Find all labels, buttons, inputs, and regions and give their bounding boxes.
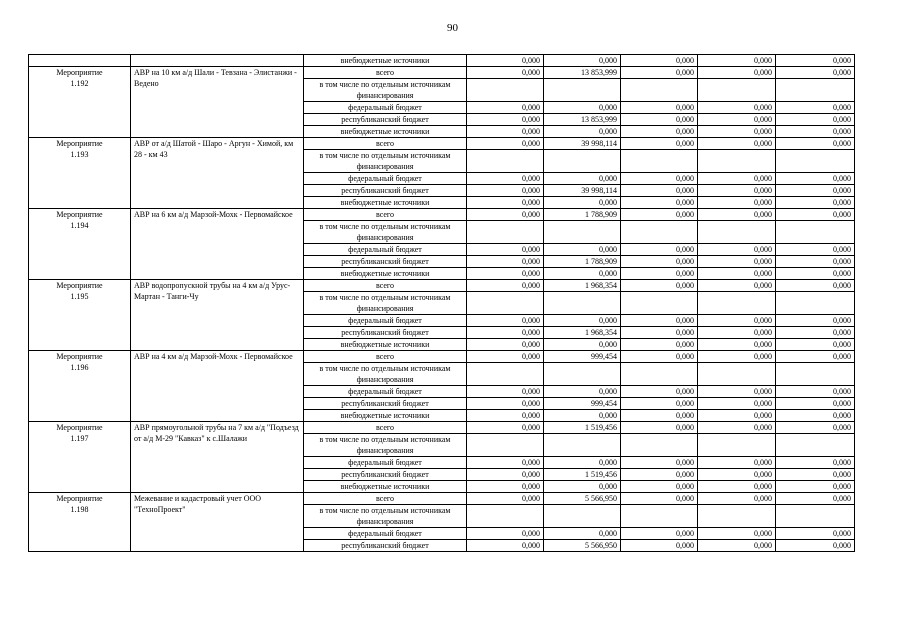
amount-cell: 0,000 bbox=[467, 126, 544, 138]
measure-name-cell: АВР прямоугольной трубы на 7 км а/д "Подъезд от а/д М-29 "Кавказ" к с.Шалажи bbox=[131, 422, 304, 493]
funding-source-cell: всего bbox=[304, 351, 467, 363]
funding-source-cell: внебюджетные источники bbox=[304, 339, 467, 351]
amount-cell: 0,000 bbox=[621, 244, 698, 256]
amount-cell: 0,000 bbox=[776, 55, 855, 67]
amount-cell bbox=[776, 221, 855, 244]
amount-cell: 0,000 bbox=[776, 280, 855, 292]
funding-source-cell: всего bbox=[304, 138, 467, 150]
amount-cell: 0,000 bbox=[467, 244, 544, 256]
funding-source-cell: федеральный бюджет bbox=[304, 173, 467, 185]
amount-cell bbox=[467, 79, 544, 102]
measure-name-cell: АВР на 10 км а/д Шали - Тевзана - Элистанжи - Ведено bbox=[131, 67, 304, 138]
measure-label: Мероприятие bbox=[56, 423, 103, 432]
amount-cell: 1 519,456 bbox=[544, 422, 621, 434]
table-row bbox=[29, 280, 855, 292]
funding-source-cell: всего bbox=[304, 280, 467, 292]
amount-cell bbox=[698, 505, 776, 528]
measure-number: 1.194 bbox=[70, 221, 89, 230]
amount-cell: 0,000 bbox=[544, 268, 621, 280]
funding-source-cell: внебюджетные источники bbox=[304, 126, 467, 138]
amount-cell: 0,000 bbox=[776, 327, 855, 339]
amount-cell: 0,000 bbox=[544, 173, 621, 185]
amount-cell: 0,000 bbox=[698, 528, 776, 540]
amount-cell: 1 968,354 bbox=[544, 280, 621, 292]
amount-cell: 0,000 bbox=[544, 102, 621, 114]
amount-cell: 0,000 bbox=[776, 540, 855, 552]
amount-cell: 0,000 bbox=[621, 457, 698, 469]
amount-cell: 0,000 bbox=[467, 457, 544, 469]
amount-cell bbox=[698, 292, 776, 315]
amount-cell: 0,000 bbox=[776, 138, 855, 150]
amount-cell: 39 998,114 bbox=[544, 138, 621, 150]
amount-cell: 0,000 bbox=[698, 256, 776, 268]
funding-source-cell: внебюджетные источники bbox=[304, 55, 467, 67]
amount-cell: 0,000 bbox=[621, 493, 698, 505]
amount-cell bbox=[544, 434, 621, 457]
amount-cell: 0,000 bbox=[698, 351, 776, 363]
amount-cell: 0,000 bbox=[467, 102, 544, 114]
funding-source-cell: федеральный бюджет bbox=[304, 102, 467, 114]
amount-cell: 0,000 bbox=[776, 185, 855, 197]
amount-cell bbox=[621, 150, 698, 173]
amount-cell: 0,000 bbox=[776, 197, 855, 209]
amount-cell bbox=[621, 221, 698, 244]
amount-cell bbox=[544, 79, 621, 102]
amount-cell: 0,000 bbox=[698, 185, 776, 197]
funding-source-cell: всего bbox=[304, 493, 467, 505]
amount-cell: 1 968,354 bbox=[544, 327, 621, 339]
funding-source-cell: федеральный бюджет bbox=[304, 386, 467, 398]
measure-id-cell bbox=[29, 280, 131, 351]
amount-cell bbox=[698, 79, 776, 102]
amount-cell: 0,000 bbox=[467, 540, 544, 552]
amount-cell: 0,000 bbox=[621, 209, 698, 221]
amount-cell: 0,000 bbox=[698, 173, 776, 185]
amount-cell: 0,000 bbox=[621, 197, 698, 209]
amount-cell: 0,000 bbox=[698, 315, 776, 327]
amount-cell: 0,000 bbox=[776, 114, 855, 126]
table-row bbox=[29, 209, 855, 221]
funding-source-cell: федеральный бюджет bbox=[304, 528, 467, 540]
amount-cell: 0,000 bbox=[467, 280, 544, 292]
funding-source-cell: внебюджетные источники bbox=[304, 410, 467, 422]
amount-cell: 0,000 bbox=[776, 481, 855, 493]
amount-cell: 0,000 bbox=[467, 315, 544, 327]
amount-cell: 0,000 bbox=[776, 493, 855, 505]
amount-cell: 0,000 bbox=[698, 126, 776, 138]
amount-cell: 1 519,456 bbox=[544, 469, 621, 481]
amount-cell bbox=[544, 505, 621, 528]
amount-cell: 1 788,909 bbox=[544, 209, 621, 221]
amount-cell: 1 788,909 bbox=[544, 256, 621, 268]
amount-cell: 0,000 bbox=[698, 422, 776, 434]
budget-table bbox=[28, 54, 855, 552]
funding-source-cell: республиканский бюджет bbox=[304, 469, 467, 481]
funding-source-cell: в том числе по отдельным источникам финансирования bbox=[304, 292, 467, 315]
amount-cell: 0,000 bbox=[467, 197, 544, 209]
amount-cell: 0,000 bbox=[544, 386, 621, 398]
amount-cell: 0,000 bbox=[467, 398, 544, 410]
measure-id-cell bbox=[29, 351, 131, 422]
amount-cell bbox=[698, 434, 776, 457]
page-number: 90 bbox=[447, 22, 458, 34]
amount-cell bbox=[698, 363, 776, 386]
amount-cell: 0,000 bbox=[698, 481, 776, 493]
amount-cell: 0,000 bbox=[467, 351, 544, 363]
amount-cell: 0,000 bbox=[621, 351, 698, 363]
measure-label: Мероприятие bbox=[56, 281, 103, 290]
amount-cell: 0,000 bbox=[776, 244, 855, 256]
amount-cell bbox=[544, 221, 621, 244]
amount-cell: 0,000 bbox=[621, 410, 698, 422]
amount-cell: 0,000 bbox=[467, 327, 544, 339]
measure-id-cell bbox=[29, 422, 131, 493]
measure-name-cell bbox=[131, 55, 304, 67]
amount-cell: 0,000 bbox=[698, 327, 776, 339]
funding-source-cell: в том числе по отдельным источникам финансирования bbox=[304, 505, 467, 528]
amount-cell: 0,000 bbox=[544, 126, 621, 138]
amount-cell: 0,000 bbox=[544, 481, 621, 493]
amount-cell: 0,000 bbox=[698, 114, 776, 126]
amount-cell: 0,000 bbox=[698, 197, 776, 209]
amount-cell: 0,000 bbox=[544, 55, 621, 67]
amount-cell bbox=[621, 292, 698, 315]
measure-id-cell bbox=[29, 209, 131, 280]
amount-cell: 0,000 bbox=[698, 55, 776, 67]
amount-cell bbox=[544, 363, 621, 386]
funding-source-cell: республиканский бюджет bbox=[304, 185, 467, 197]
measure-label: Мероприятие bbox=[56, 68, 103, 77]
amount-cell bbox=[776, 79, 855, 102]
amount-cell: 0,000 bbox=[776, 410, 855, 422]
amount-cell: 0,000 bbox=[776, 398, 855, 410]
amount-cell: 0,000 bbox=[776, 339, 855, 351]
amount-cell: 13 853,999 bbox=[544, 67, 621, 79]
amount-cell: 0,000 bbox=[544, 339, 621, 351]
measure-id-cell bbox=[29, 138, 131, 209]
measure-label: Мероприятие bbox=[56, 494, 103, 503]
table-row bbox=[29, 67, 855, 79]
funding-source-cell: внебюджетные источники bbox=[304, 268, 467, 280]
amount-cell: 0,000 bbox=[621, 67, 698, 79]
funding-source-cell: внебюджетные источники bbox=[304, 481, 467, 493]
measure-name-cell: АВР водопропускной трубы на 4 км а/д Урус-Мартан - Танги-Чу bbox=[131, 280, 304, 351]
amount-cell: 0,000 bbox=[698, 102, 776, 114]
amount-cell: 0,000 bbox=[621, 138, 698, 150]
funding-source-cell: в том числе по отдельным источникам финансирования bbox=[304, 79, 467, 102]
amount-cell: 0,000 bbox=[776, 268, 855, 280]
amount-cell: 0,000 bbox=[698, 398, 776, 410]
amount-cell: 0,000 bbox=[467, 209, 544, 221]
amount-cell: 0,000 bbox=[698, 244, 776, 256]
amount-cell: 0,000 bbox=[621, 327, 698, 339]
amount-cell: 0,000 bbox=[467, 410, 544, 422]
amount-cell: 0,000 bbox=[698, 493, 776, 505]
amount-cell: 0,000 bbox=[776, 386, 855, 398]
funding-source-cell: федеральный бюджет bbox=[304, 457, 467, 469]
amount-cell: 0,000 bbox=[544, 315, 621, 327]
amount-cell: 0,000 bbox=[544, 528, 621, 540]
amount-cell: 0,000 bbox=[621, 540, 698, 552]
amount-cell: 0,000 bbox=[621, 256, 698, 268]
amount-cell: 0,000 bbox=[698, 469, 776, 481]
amount-cell: 0,000 bbox=[467, 528, 544, 540]
amount-cell: 0,000 bbox=[621, 55, 698, 67]
amount-cell bbox=[467, 434, 544, 457]
amount-cell: 0,000 bbox=[698, 138, 776, 150]
amount-cell: 0,000 bbox=[621, 126, 698, 138]
amount-cell: 0,000 bbox=[776, 126, 855, 138]
table-row bbox=[29, 493, 855, 505]
amount-cell: 0,000 bbox=[621, 173, 698, 185]
amount-cell bbox=[467, 292, 544, 315]
amount-cell: 0,000 bbox=[467, 469, 544, 481]
amount-cell: 0,000 bbox=[467, 173, 544, 185]
amount-cell: 0,000 bbox=[467, 185, 544, 197]
measure-number: 1.196 bbox=[70, 363, 89, 372]
amount-cell bbox=[621, 434, 698, 457]
funding-source-cell: в том числе по отдельным источникам финансирования bbox=[304, 221, 467, 244]
amount-cell bbox=[621, 505, 698, 528]
measure-number: 1.193 bbox=[70, 150, 89, 159]
funding-source-cell: республиканский бюджет bbox=[304, 398, 467, 410]
amount-cell: 0,000 bbox=[621, 386, 698, 398]
funding-source-cell: всего bbox=[304, 209, 467, 221]
amount-cell: 0,000 bbox=[776, 469, 855, 481]
funding-source-cell: республиканский бюджет bbox=[304, 540, 467, 552]
amount-cell: 0,000 bbox=[544, 197, 621, 209]
amount-cell: 0,000 bbox=[467, 55, 544, 67]
table-row bbox=[29, 55, 855, 67]
amount-cell: 0,000 bbox=[776, 315, 855, 327]
amount-cell: 5 566,950 bbox=[544, 540, 621, 552]
amount-cell: 0,000 bbox=[467, 481, 544, 493]
table-row bbox=[29, 138, 855, 150]
amount-cell: 0,000 bbox=[621, 469, 698, 481]
amount-cell bbox=[621, 363, 698, 386]
funding-source-cell: всего bbox=[304, 67, 467, 79]
amount-cell bbox=[776, 434, 855, 457]
amount-cell: 0,000 bbox=[544, 457, 621, 469]
amount-cell: 0,000 bbox=[621, 481, 698, 493]
amount-cell: 0,000 bbox=[776, 351, 855, 363]
amount-cell: 0,000 bbox=[698, 67, 776, 79]
amount-cell: 0,000 bbox=[621, 398, 698, 410]
funding-source-cell: республиканский бюджет bbox=[304, 114, 467, 126]
table-row bbox=[29, 422, 855, 434]
amount-cell: 0,000 bbox=[776, 457, 855, 469]
amount-cell: 0,000 bbox=[776, 209, 855, 221]
amount-cell: 999,454 bbox=[544, 398, 621, 410]
amount-cell: 0,000 bbox=[467, 339, 544, 351]
amount-cell bbox=[698, 221, 776, 244]
amount-cell bbox=[544, 150, 621, 173]
amount-cell: 0,000 bbox=[467, 114, 544, 126]
amount-cell: 0,000 bbox=[698, 280, 776, 292]
amount-cell bbox=[776, 505, 855, 528]
amount-cell: 0,000 bbox=[467, 386, 544, 398]
amount-cell: 0,000 bbox=[698, 457, 776, 469]
measure-label: Мероприятие bbox=[56, 139, 103, 148]
amount-cell: 0,000 bbox=[776, 256, 855, 268]
amount-cell: 0,000 bbox=[621, 339, 698, 351]
amount-cell: 0,000 bbox=[698, 339, 776, 351]
funding-source-cell: в том числе по отдельным источникам финансирования bbox=[304, 434, 467, 457]
measure-name-cell: АВР от а/д Шатой - Шаро - Аргун - Химой, км 28 - км 43 bbox=[131, 138, 304, 209]
measure-name-cell: Межевание и кадастровый учет ООО "ТехноПроект" bbox=[131, 493, 304, 552]
amount-cell: 0,000 bbox=[776, 528, 855, 540]
amount-cell bbox=[621, 79, 698, 102]
amount-cell: 0,000 bbox=[621, 102, 698, 114]
amount-cell: 999,454 bbox=[544, 351, 621, 363]
amount-cell bbox=[776, 150, 855, 173]
amount-cell: 0,000 bbox=[467, 268, 544, 280]
amount-cell: 0,000 bbox=[621, 114, 698, 126]
amount-cell: 0,000 bbox=[621, 280, 698, 292]
measure-number: 1.192 bbox=[70, 79, 89, 88]
funding-source-cell: федеральный бюджет bbox=[304, 315, 467, 327]
funding-source-cell: в том числе по отдельным источникам финансирования bbox=[304, 363, 467, 386]
measure-label: Мероприятие bbox=[56, 352, 103, 361]
amount-cell: 0,000 bbox=[698, 540, 776, 552]
amount-cell bbox=[467, 363, 544, 386]
amount-cell bbox=[776, 363, 855, 386]
measure-number: 1.197 bbox=[70, 434, 89, 443]
amount-cell: 0,000 bbox=[467, 493, 544, 505]
amount-cell: 0,000 bbox=[698, 268, 776, 280]
amount-cell: 0,000 bbox=[776, 173, 855, 185]
amount-cell: 0,000 bbox=[776, 422, 855, 434]
amount-cell: 0,000 bbox=[621, 528, 698, 540]
amount-cell: 0,000 bbox=[698, 410, 776, 422]
amount-cell bbox=[544, 292, 621, 315]
funding-source-cell: федеральный бюджет bbox=[304, 244, 467, 256]
amount-cell: 0,000 bbox=[544, 244, 621, 256]
measure-number: 1.198 bbox=[70, 505, 89, 514]
measure-id-cell bbox=[29, 493, 131, 552]
funding-source-cell: внебюджетные источники bbox=[304, 197, 467, 209]
amount-cell: 0,000 bbox=[467, 67, 544, 79]
funding-source-cell: в том числе по отдельным источникам финансирования bbox=[304, 150, 467, 173]
amount-cell: 0,000 bbox=[621, 315, 698, 327]
amount-cell: 13 853,999 bbox=[544, 114, 621, 126]
table-row bbox=[29, 351, 855, 363]
amount-cell: 0,000 bbox=[544, 410, 621, 422]
amount-cell: 0,000 bbox=[621, 185, 698, 197]
amount-cell: 0,000 bbox=[776, 102, 855, 114]
amount-cell bbox=[467, 150, 544, 173]
measure-name-cell: АВР на 4 км а/д Марзой-Мохк - Первомайское bbox=[131, 351, 304, 422]
amount-cell: 0,000 bbox=[467, 138, 544, 150]
measure-id-cell bbox=[29, 55, 131, 67]
measure-number: 1.195 bbox=[70, 292, 89, 301]
measure-id-cell bbox=[29, 67, 131, 138]
measure-label: Мероприятие bbox=[56, 210, 103, 219]
amount-cell bbox=[467, 221, 544, 244]
amount-cell: 0,000 bbox=[698, 386, 776, 398]
amount-cell: 0,000 bbox=[621, 268, 698, 280]
funding-source-cell: республиканский бюджет bbox=[304, 327, 467, 339]
amount-cell: 0,000 bbox=[621, 422, 698, 434]
amount-cell: 0,000 bbox=[776, 67, 855, 79]
amount-cell bbox=[698, 150, 776, 173]
amount-cell: 0,000 bbox=[467, 256, 544, 268]
funding-source-cell: республиканский бюджет bbox=[304, 256, 467, 268]
amount-cell: 0,000 bbox=[698, 209, 776, 221]
amount-cell: 0,000 bbox=[467, 422, 544, 434]
measure-name-cell: АВР на 6 км а/д Марзой-Мохк - Первомайское bbox=[131, 209, 304, 280]
amount-cell bbox=[776, 292, 855, 315]
amount-cell: 39 998,114 bbox=[544, 185, 621, 197]
amount-cell: 5 566,950 bbox=[544, 493, 621, 505]
funding-source-cell: всего bbox=[304, 422, 467, 434]
amount-cell bbox=[467, 505, 544, 528]
